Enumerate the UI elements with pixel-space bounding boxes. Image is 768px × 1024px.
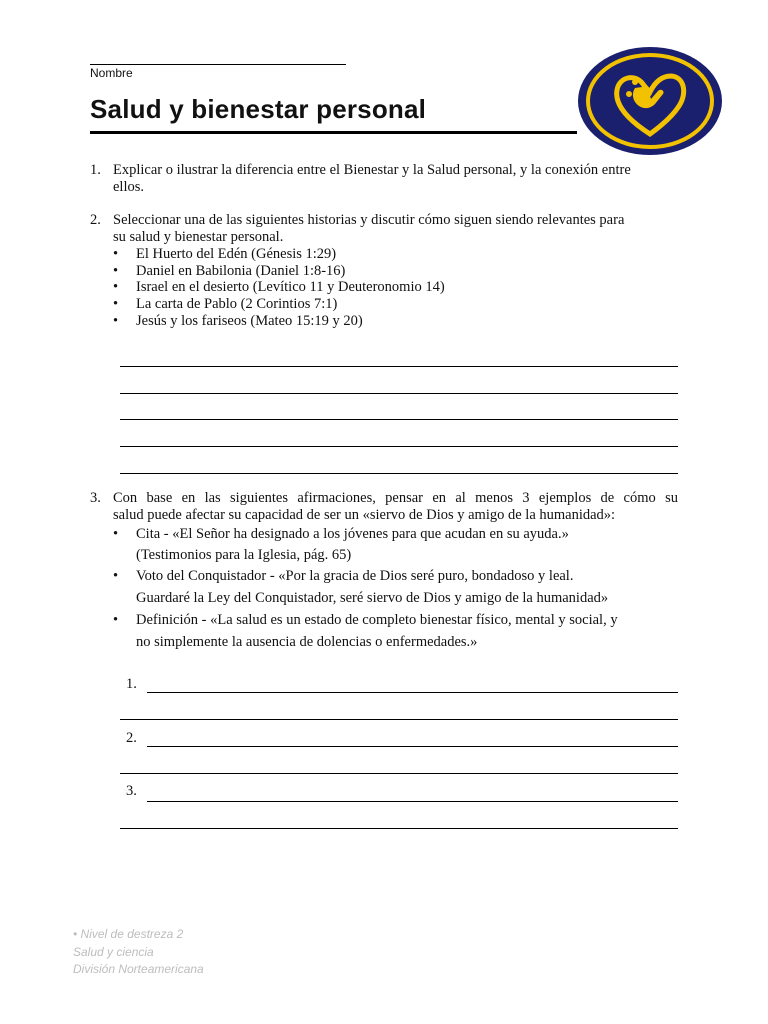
example-number: 1. — [126, 676, 137, 692]
statement-line-1: Voto del Conquistador - «Por la gracia de Dios seré puro, bondadoso y leal. — [136, 568, 574, 584]
bullet: • — [113, 246, 119, 262]
bullet: • — [113, 313, 119, 329]
answer-line[interactable] — [120, 366, 678, 367]
story-item: Jesús y los fariseos (Mateo 15:19 y 20) — [136, 313, 363, 329]
statement-line-2: (Testimonios para la Iglesia, pág. 65) — [136, 547, 352, 563]
answer-line[interactable] — [120, 393, 678, 394]
story-item: Daniel en Babilonia (Daniel 1:8-16) — [136, 263, 346, 279]
example-answer-line[interactable] — [147, 801, 678, 802]
item-3-number: 3. — [90, 490, 101, 506]
footer-category: Salud y ciencia — [73, 944, 154, 959]
bullet: • — [113, 568, 119, 584]
example-answer-line[interactable] — [147, 746, 678, 747]
story-item: La carta de Pablo (2 Corintios 7:1) — [136, 296, 338, 312]
bullet: • — [113, 279, 119, 295]
item-3-line-1: Con base en las siguientes afirmaciones, pensar en al menos 3 ejemplos de cómo su — [113, 490, 678, 506]
name-line[interactable] — [90, 64, 346, 65]
statement-line-2: Guardaré la Ley del Conquistador, seré siervo de Dios y amigo de la humanidad» — [136, 590, 609, 606]
example-answer-line[interactable] — [120, 719, 678, 720]
story-item: El Huerto del Edén (Génesis 1:29) — [136, 246, 337, 262]
example-answer-line[interactable] — [147, 692, 678, 693]
story-item: Israel en el desierto (Levítico 11 y Deuteronomio 14) — [136, 279, 445, 295]
statement-line-1: Cita - «El Señor ha designado a los jóvenes para que acudan en su ayuda.» — [136, 526, 569, 542]
bullet: • — [113, 612, 119, 628]
item-2-line-1: Seleccionar una de las siguientes historias y discutir cómo siguen siendo relevantes para — [113, 212, 625, 228]
item-3-line-2: salud puede afectar su capacidad de ser un «siervo de Dios y amigo de la humanidad»: — [113, 507, 616, 523]
answer-line[interactable] — [120, 419, 678, 420]
answer-line[interactable] — [120, 446, 678, 447]
example-answer-line[interactable] — [120, 828, 678, 829]
title-rule — [90, 131, 577, 134]
statement-line-1: Definición - «La salud es un estado de completo bienestar físico, mental y social, y — [136, 612, 618, 628]
item-1-number: 1. — [90, 162, 101, 178]
footer-division: División Norteamericana — [73, 962, 204, 976]
item-2-line-2: su salud y bienestar personal. — [113, 229, 284, 245]
bullet: • — [113, 526, 119, 542]
item-1-line-2: ellos. — [113, 179, 145, 195]
answer-line[interactable] — [120, 473, 678, 474]
page-title: Salud y bienestar personal — [90, 94, 427, 124]
bullet: • — [113, 263, 119, 279]
example-answer-line[interactable] — [120, 773, 678, 774]
footer-level: • Nivel de destreza 2 — [73, 927, 184, 941]
bullet: • — [113, 296, 119, 312]
statement-line-2: no simplemente la ausencia de dolencias o enfermedades.» — [136, 634, 478, 650]
heart-hand-emblem-icon — [577, 46, 723, 156]
item-2-number: 2. — [90, 212, 101, 228]
item-1-line-1: Explicar o ilustrar la diferencia entre el Bienestar y la Salud personal, y la conexión entre — [113, 162, 631, 178]
example-number: 3. — [126, 783, 137, 799]
name-label: Nombre — [90, 66, 133, 80]
footer — [73, 926, 204, 979]
example-number: 2. — [126, 730, 137, 746]
